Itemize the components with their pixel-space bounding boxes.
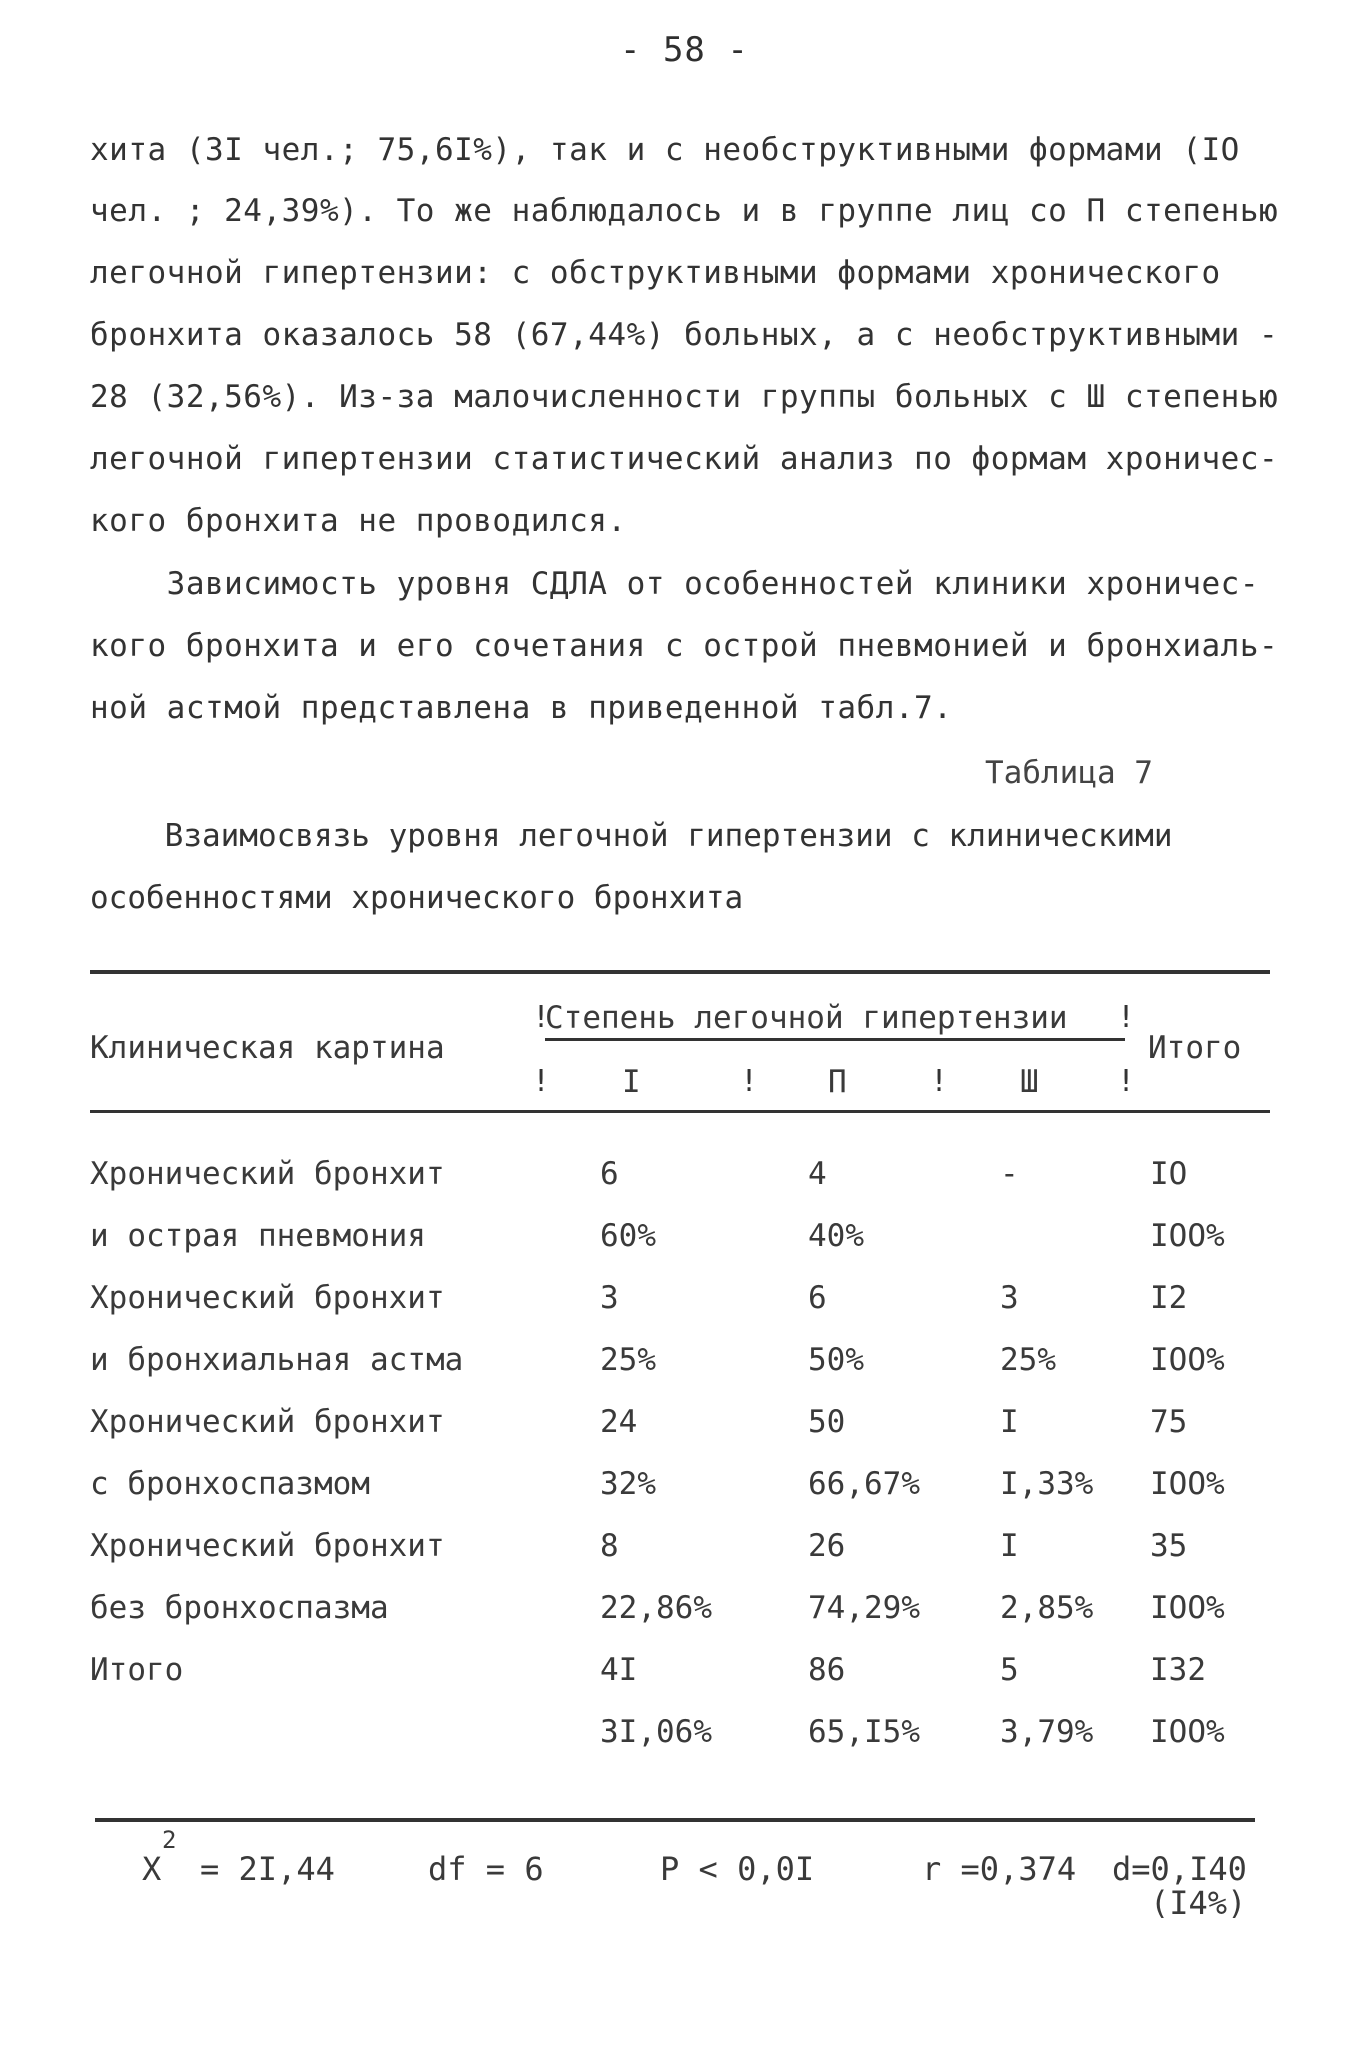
- text-line: кого бронхита не проводился.: [90, 503, 627, 539]
- header-bar: !: [740, 1064, 759, 1099]
- cell-degree-2: 50%: [808, 1342, 864, 1378]
- row-label: Итого: [90, 1652, 184, 1688]
- text-line: ной астмой представлена в приведенной табл.7.: [90, 690, 953, 726]
- cell-total: IO: [1150, 1156, 1188, 1192]
- cell-degree-2: 50: [808, 1404, 846, 1440]
- header-bar: !: [532, 1064, 551, 1099]
- row-label: Хронический бронхит: [90, 1156, 445, 1192]
- cell-degree-2: 40%: [808, 1218, 864, 1254]
- cell-degree-3: I: [1000, 1404, 1019, 1440]
- cell-degree-3: 25%: [1000, 1342, 1056, 1378]
- text-line: бронхита оказалось 58 (67,44%) больных, а с необструктивными -: [90, 317, 1279, 353]
- cell-degree-2: 26: [808, 1528, 846, 1564]
- row-label: и бронхиальная астма: [90, 1342, 464, 1378]
- cell-total: IOO%: [1150, 1218, 1225, 1254]
- header-bar: !: [1117, 1064, 1136, 1099]
- cell-total: IOO%: [1150, 1590, 1225, 1626]
- cell-total: 75: [1150, 1404, 1188, 1440]
- cell-total: 35: [1150, 1528, 1188, 1564]
- chi-square-symbol: X: [142, 1850, 162, 1888]
- cell-degree-1: 60%: [600, 1218, 656, 1254]
- chi-square-value: = 2I,44: [200, 1850, 335, 1888]
- page-number: - 58 -: [620, 30, 749, 70]
- text-line: Зависимость уровня СДЛА от особенностей клиники хроничес-: [90, 566, 1259, 602]
- chi-square-power: 2: [162, 1826, 177, 1854]
- row-label: без бронхоспазма: [90, 1590, 389, 1626]
- cell-degree-1: 4I: [600, 1652, 638, 1688]
- header-bar: !: [930, 1064, 949, 1099]
- p-value: P < 0,0I: [660, 1850, 815, 1888]
- text-line: чел. ; 24,39%). То же наблюдалось и в группе лиц со П степенью: [90, 193, 1279, 229]
- table-title-line: особенностями хронического бронхита: [90, 880, 744, 916]
- cell-degree-3: I,33%: [1000, 1466, 1094, 1502]
- cell-degree-3: -: [1000, 1156, 1019, 1192]
- r-value: r =0,374: [922, 1850, 1077, 1888]
- text-line: легочной гипертензии: с обструктивными формами хронического: [90, 255, 1221, 291]
- cell-degree-1: 25%: [600, 1342, 656, 1378]
- header-group-underline: [545, 1038, 1125, 1041]
- text-line: хита (3I чел.; 75,6I%), так и с необструктивными формами (IO: [90, 132, 1240, 168]
- cell-total: IOO%: [1150, 1466, 1225, 1502]
- cell-degree-1: 22,86%: [600, 1590, 712, 1626]
- header-row-label: Клиническая картина: [90, 1030, 445, 1066]
- header-total: Итого: [1148, 1030, 1242, 1066]
- cell-degree-3: I: [1000, 1528, 1019, 1564]
- cell-total: I2: [1150, 1280, 1188, 1316]
- df-value: df = 6: [428, 1850, 544, 1888]
- cell-degree-1: 3I,06%: [600, 1714, 712, 1750]
- cell-degree-2: 65,I5%: [808, 1714, 920, 1750]
- cell-degree-1: 3: [600, 1280, 619, 1316]
- cell-total: I32: [1150, 1652, 1206, 1688]
- header-bar: !: [1117, 1000, 1136, 1035]
- cell-degree-2: 4: [808, 1156, 827, 1192]
- row-label: с бронхоспазмом: [90, 1466, 370, 1502]
- cell-degree-1: 24: [600, 1404, 638, 1440]
- table-caption: Таблица 7: [985, 755, 1153, 791]
- cell-degree-2: 6: [808, 1280, 827, 1316]
- header-degree-3: Ш: [1020, 1064, 1039, 1100]
- cell-degree-2: 66,67%: [808, 1466, 920, 1502]
- text-line: кого бронхита и его сочетания с острой пневмонией и бронхиаль-: [90, 628, 1279, 664]
- table-top-rule: [90, 970, 1270, 974]
- cell-total: IOO%: [1150, 1714, 1225, 1750]
- cell-degree-3: 5: [1000, 1652, 1019, 1688]
- row-label: Хронический бронхит: [90, 1280, 445, 1316]
- cell-total: IOO%: [1150, 1342, 1225, 1378]
- text-line: 28 (32,56%). Из-за малочисленности группы больных с Ш степенью: [90, 379, 1279, 415]
- row-label: и острая пневмония: [90, 1218, 426, 1254]
- row-label: Хронический бронхит: [90, 1404, 445, 1440]
- table-bottom-rule: [95, 1818, 1255, 1822]
- cell-degree-2: 74,29%: [808, 1590, 920, 1626]
- cell-degree-3: 3: [1000, 1280, 1019, 1316]
- header-bar: !: [532, 1000, 551, 1035]
- cell-degree-2: 86: [808, 1652, 846, 1688]
- row-label: Хронический бронхит: [90, 1528, 445, 1564]
- header-group: Степень легочной гипертензии: [545, 1000, 1068, 1036]
- cell-degree-1: 6: [600, 1156, 619, 1192]
- d-value: d=0,I40: [1112, 1850, 1247, 1888]
- cell-degree-3: 3,79%: [1000, 1714, 1094, 1750]
- header-degree-1: I: [622, 1064, 641, 1100]
- text-line: легочной гипертензии статистический анализ по формам хроничес-: [90, 441, 1279, 477]
- d-percent: (I4%): [1150, 1884, 1247, 1922]
- cell-degree-1: 8: [600, 1528, 619, 1564]
- header-degree-2: П: [828, 1064, 847, 1100]
- table-title-line: Взаимосвязь уровня легочной гипертензии с клиническими: [90, 818, 1173, 854]
- cell-degree-3: 2,85%: [1000, 1590, 1094, 1626]
- table-header-rule: [90, 1110, 1270, 1113]
- cell-degree-1: 32%: [600, 1466, 656, 1502]
